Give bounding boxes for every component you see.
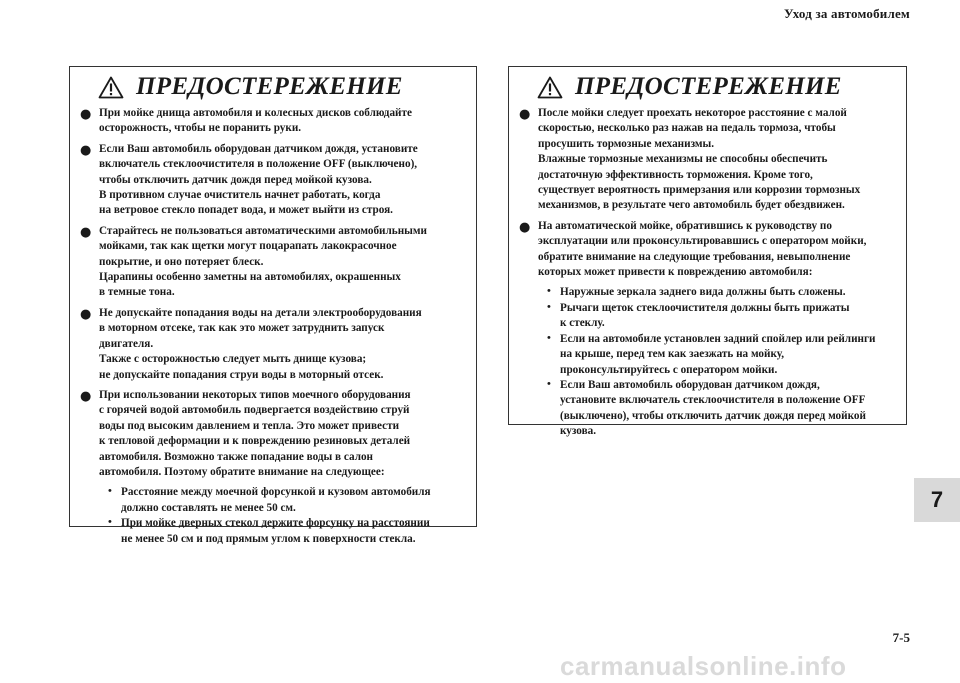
- text-line: не допускайте попадания струи воды в моторный отсек.: [99, 368, 384, 381]
- page-header-title: Уход за автомобилем: [784, 6, 910, 21]
- text-line: автомобиля. Возможно также попадание воды в салон: [99, 450, 374, 463]
- sub-bullet-dot-icon: •: [547, 285, 551, 298]
- bullet-dot-icon: ●: [519, 107, 531, 122]
- warning-triangle-icon: [98, 76, 124, 99]
- sub-bullet-item: [538, 301, 896, 332]
- text-line: должно составлять не менее 50 см.: [121, 501, 296, 514]
- text-line: достаточную эффективность торможения. Кроме того,: [538, 168, 813, 181]
- sub-bullet-dot-icon: •: [547, 331, 551, 344]
- text-line: обратите внимание на следующие требования, невыполнение: [538, 250, 851, 263]
- bullet-item: [519, 106, 896, 214]
- bullet-item: [80, 306, 466, 383]
- text-line: включатель стеклоочистителя в положение OFF (выключено),: [99, 158, 418, 171]
- text-line: Царапины особенно заметны на автомобилях, окрашенных: [99, 271, 401, 284]
- panel-header: [537, 71, 896, 103]
- panel-title: ПРЕДОСТЕРЕЖЕНИЕ: [136, 73, 403, 100]
- text-line: механизмов, в результате чего автомобиль будет обездвижен.: [538, 199, 845, 212]
- text-line: автомобиля. Поэтому обратите внимание на следующее:: [99, 465, 385, 478]
- bullet-dot-icon: ●: [80, 142, 92, 158]
- text-line: не менее 50 см и под прямым углом к поверхности стекла.: [121, 532, 416, 545]
- sub-bullet-dot-icon: •: [547, 377, 551, 390]
- text-line: которых может привести к повреждению автомобиля:: [538, 266, 813, 279]
- text-line: к стеклу.: [560, 317, 605, 330]
- text-line: эксплуатации или проконсультировавшись с оператором мойки,: [538, 235, 867, 248]
- text-line: покрытие, и оно потеряет блеск.: [99, 255, 264, 268]
- bullet-item: [80, 106, 466, 137]
- text-line: Если Ваш автомобиль оборудован датчиком дождя, установите: [99, 142, 418, 155]
- bullet-item: [80, 142, 466, 219]
- sub-bullet-item: [538, 332, 896, 378]
- text-line: проконсультируйтесь с оператором мойки.: [560, 363, 778, 376]
- sub-bullet-item: [538, 378, 896, 440]
- bullet-dot-icon: ●: [519, 219, 531, 235]
- bullet-item: [80, 224, 466, 301]
- text-line: просушить тормозные механизмы.: [538, 137, 715, 150]
- sub-bullet-item: [99, 485, 466, 516]
- text-line: Не допускайте попадания воды на детали электрооборудования: [99, 306, 422, 319]
- bullet-dot-icon: ●: [80, 107, 92, 122]
- sub-list: [538, 285, 896, 439]
- text-line: на крыше, перед тем как заезжать на мойку,: [560, 348, 785, 361]
- text-line: Наружные зеркала заднего вида должны быть сложены.: [560, 286, 846, 299]
- text-line: Старайтесь не пользоваться автоматическими автомобильными: [99, 224, 427, 237]
- text-line: воды под высоким давлением и тепла. Это может привести: [99, 419, 400, 432]
- text-line: на ветровое стекло попадет вода, и может выйти из строя.: [99, 204, 393, 217]
- text-line: в моторном отсеке, так как это может затруднить запуск: [99, 322, 385, 335]
- text-line: Также с осторожностью следует мыть днище кузова;: [99, 353, 367, 366]
- page-number: 7-5: [892, 630, 910, 645]
- text-line: существует вероятность примерзания или коррозии тормозных: [538, 184, 861, 197]
- text-line: Если на автомобиле установлен задний спойлер или рейлинги: [560, 332, 876, 345]
- text-line: в темные тона.: [99, 286, 175, 299]
- text-line: После мойки следует проехать некоторое расстояние с малой: [538, 107, 847, 119]
- text-line: к тепловой деформации и к повреждению резиновых деталей: [99, 435, 411, 448]
- text-line: При мойке дверных стекол держите форсунку на расстоянии: [121, 517, 430, 530]
- text-line: с горячей водой автомобиль подвергается воздействию струй: [99, 404, 410, 417]
- text-line: мойками, так как щетки могут поцарапать лакокрасочное: [99, 240, 397, 253]
- text-line: двигателя.: [99, 337, 154, 350]
- panel-header: [98, 71, 466, 103]
- sub-list: [99, 485, 466, 547]
- text-line: осторожность, чтобы не поранить руки.: [99, 122, 302, 135]
- text-line: скоростью, несколько раз нажав на педаль тормоза, чтобы: [538, 122, 836, 135]
- text-line: При мойке днища автомобиля и колесных дисков соблюдайте: [99, 107, 412, 119]
- text-line: чтобы отключить датчик дождя перед мойкой кузова.: [99, 173, 372, 186]
- text-line: установите включатель стеклоочистителя в положение OFF: [560, 394, 866, 407]
- text-line: Рычаги щеток стеклоочистителя должны быть прижаты: [560, 301, 850, 314]
- bullet-item: [80, 388, 466, 547]
- sub-bullet-item: [538, 285, 896, 300]
- panel-items: [80, 106, 466, 547]
- sub-bullet-dot-icon: •: [108, 485, 112, 498]
- bullet-dot-icon: ●: [80, 388, 92, 404]
- text-line: В противном случае очиститель начнет работать, когда: [99, 189, 381, 202]
- text-line: Влажные тормозные механизмы не способны обеспечить: [538, 153, 828, 166]
- watermark: carmanualsonline.info: [560, 651, 847, 681]
- panel-title: ПРЕДОСТЕРЕЖЕНИЕ: [575, 73, 842, 100]
- warning-panel-right: [508, 66, 907, 438]
- text-line: Расстояние между моечной форсункой и кузовом автомобиля: [121, 486, 431, 499]
- warning-triangle-icon: [537, 76, 563, 99]
- sub-bullet-item: [99, 516, 466, 547]
- sub-bullet-dot-icon: •: [108, 516, 112, 529]
- bullet-dot-icon: ●: [80, 224, 92, 240]
- bullet-item: [519, 219, 896, 440]
- warning-panel-left: [69, 66, 477, 545]
- bullet-dot-icon: ●: [80, 306, 92, 322]
- text-line: Если Ваш автомобиль оборудован датчиком дождя,: [560, 378, 820, 391]
- chapter-tab[interactable]: 7: [914, 478, 960, 522]
- text-line: (выключено), чтобы отключить датчик дождя перед мойкой: [560, 409, 866, 422]
- text-line: При использовании некоторых типов моечного оборудования: [99, 388, 411, 401]
- text-line: кузова.: [560, 425, 597, 438]
- text-line: На автоматической мойке, обратившись к руководству по: [538, 219, 832, 232]
- panel-items: [519, 106, 896, 440]
- sub-bullet-dot-icon: •: [547, 300, 551, 313]
